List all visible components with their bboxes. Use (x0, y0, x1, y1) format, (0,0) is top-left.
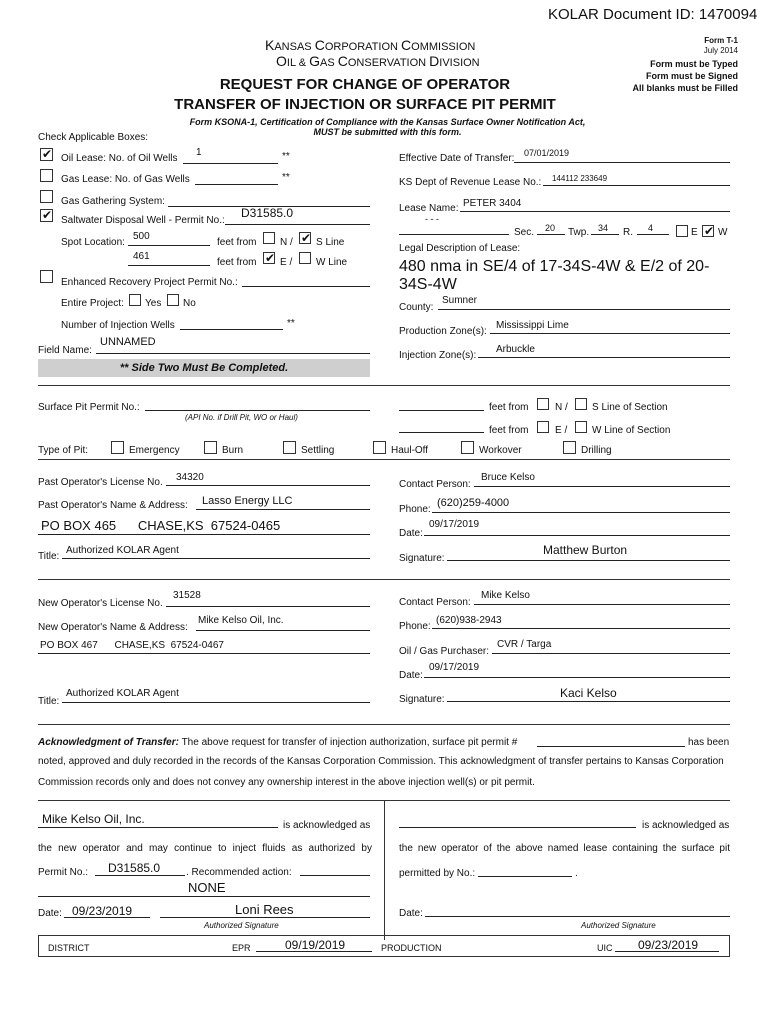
past-signature-value[interactable]: Matthew Burton (543, 543, 628, 557)
oil-wells-value[interactable]: 1 (196, 147, 202, 158)
swd-permit-line (225, 224, 370, 225)
pit-s-label: S Line of Section (592, 402, 668, 413)
inj-wells-label: Number of Injection Wells (61, 320, 175, 331)
past-date-value[interactable]: 09/17/2019 (429, 519, 480, 530)
subtitle-line1: Form KSONA-1, Certification of Compliance with the Kansas Surface Owner Notification Act, (189, 117, 586, 127)
past-signature-label: Signature: (399, 553, 445, 564)
new-name-value[interactable]: Mike Kelso Oil, Inc. (198, 615, 284, 626)
w-checkbox[interactable] (299, 252, 311, 264)
past-name-label: Past Operator's Name & Address: (38, 500, 188, 511)
oil-lease-label: Oil Lease: No. of Oil Wells (61, 153, 178, 164)
purchaser-value[interactable]: CVR / Targa (497, 639, 552, 650)
e-checkbox[interactable] (263, 252, 275, 264)
divider (38, 579, 730, 580)
inj-wells-line[interactable] (180, 329, 283, 330)
spot-ft2-value[interactable]: 461 (133, 251, 150, 262)
emergency-checkbox[interactable] (111, 441, 124, 454)
has-been-text: has been (688, 737, 730, 748)
gas-lease-checkbox[interactable] (40, 169, 53, 182)
pit-feet-from2: feet from (489, 425, 529, 436)
form-number: Form T-1 (704, 36, 738, 45)
ack-operator-name[interactable]: Mike Kelso Oil, Inc. (42, 812, 145, 826)
api-note: (API No. if Drill Pit, WO or Haul) (185, 413, 298, 422)
epr-date[interactable]: 09/19/2019 (285, 938, 346, 952)
ack-operator-line (38, 827, 278, 828)
sec-line (537, 234, 565, 235)
effective-date-label: Effective Date of Transfer: (399, 153, 515, 164)
spot-feet-from2: feet from (217, 257, 257, 268)
is-ack-left: is acknowledged as (283, 820, 371, 831)
field-name-label: Field Name: (38, 345, 92, 356)
lease-name-value[interactable]: PETER 3404 (463, 198, 522, 209)
yes-checkbox[interactable] (129, 294, 141, 306)
s-checkbox[interactable] (299, 232, 311, 244)
check-icon: ✔ (42, 147, 53, 161)
oil-wells-line (183, 163, 278, 164)
production-label: PRODUCTION (381, 943, 442, 953)
document-id: KOLAR Document ID: 1470094 (548, 6, 758, 23)
county-label: County: (399, 302, 434, 313)
ack-signature-line (160, 917, 370, 918)
effective-date-value[interactable]: 07/01/2019 (524, 148, 570, 158)
inj-stars: ** (287, 318, 295, 329)
ack-permit-line[interactable] (537, 746, 685, 747)
inj-zone-line (478, 357, 730, 358)
new-phone-line (432, 628, 730, 629)
s-line-label: S Line (316, 237, 345, 248)
new-contact-label: Contact Person: (399, 597, 471, 608)
permit-no-line (95, 875, 185, 876)
note-signed: Form must be Signed (645, 71, 738, 81)
agency-name: KANSAS CORPORATION COMMISSION (265, 37, 476, 53)
permitted-by-period: . (575, 868, 578, 879)
permitted-by-label: permitted by No.: (399, 868, 476, 879)
ack-line2: noted, approved and duly recorded in the records of the Kansas Corporation Commission. This acknowledgment of transfer pertains to Kansas Corporation (38, 756, 724, 767)
past-title-label: Title: (38, 551, 60, 562)
gas-gathering-label: Gas Gathering System: (61, 196, 165, 207)
pit-feet-from1: feet from (489, 402, 529, 413)
e-range-label: E (691, 227, 698, 238)
permit-no-label: Permit No.: (38, 867, 89, 878)
past-license-label: Past Operator's License No. (38, 477, 163, 488)
new-license-label: New Operator's License No. (38, 598, 163, 609)
pit-w-checkbox[interactable] (575, 421, 587, 433)
recommended-line (300, 875, 370, 876)
hauloff-label: Haul-Off (391, 445, 429, 456)
ack-right-name-line[interactable] (399, 827, 636, 828)
swd-label: Saltwater Disposal Well - Permit No.: (61, 215, 225, 226)
prod-zone-value[interactable]: Mississippi Lime (496, 320, 569, 331)
r-value[interactable]: 4 (648, 223, 654, 233)
gas-lease-label: Gas Lease: No. of Gas Wells (61, 174, 190, 185)
twp-line (591, 234, 619, 235)
yes-label: Yes (145, 298, 162, 309)
emergency-label: Emergency (129, 445, 180, 456)
eor-line[interactable] (242, 286, 370, 287)
past-address-line (38, 534, 370, 535)
new-signature-value[interactable]: Kaci Kelso (560, 686, 617, 700)
past-date-label: Date: (399, 528, 423, 539)
field-name-line (96, 353, 370, 354)
pit-ft2-line[interactable] (399, 432, 484, 433)
pit-type-label: Type of Pit: (38, 445, 89, 456)
new-phone-value[interactable]: (620)938-2943 (436, 615, 502, 626)
e-label: E / (280, 257, 293, 268)
effective-date-line (514, 162, 730, 163)
past-signature-line (447, 560, 730, 561)
prod-zone-label: Production Zone(s): (399, 326, 487, 337)
uic-date[interactable]: 09/23/2019 (638, 938, 699, 952)
past-contact-value[interactable]: Bruce Kelso (481, 472, 535, 483)
form-date: July 2014 (703, 46, 738, 55)
new-address-line (38, 653, 370, 654)
hauloff-checkbox[interactable] (373, 441, 386, 454)
county-line (438, 309, 730, 310)
recommended-label: . Recommended action: (186, 867, 292, 878)
new-date-value[interactable]: 09/17/2019 (429, 662, 480, 673)
spot-ft1-line (128, 245, 210, 246)
n-checkbox[interactable] (263, 232, 275, 244)
spot-feet-from1: feet from (217, 237, 257, 248)
legal-desc-value[interactable]: 480 nma in SE/4 of 17-34S-4W & E/2 of 20-34S-4W (399, 258, 710, 293)
burn-checkbox[interactable] (204, 441, 217, 454)
spot-ft1-value[interactable]: 500 (133, 231, 150, 242)
oil-stars: ** (282, 151, 290, 162)
ack-text1: The above request for transfer of injection authorization, surface pit permit # (181, 737, 518, 748)
pit-ft1-line[interactable] (399, 410, 484, 411)
new-contact-line (474, 604, 730, 605)
new-contact-value[interactable]: Mike Kelso (481, 590, 530, 601)
past-name-value[interactable]: Lasso Energy LLC (202, 495, 293, 507)
check-icon: ✔ (301, 231, 312, 245)
field-name-value[interactable]: UNNAMED (100, 336, 156, 348)
gas-wells-line[interactable] (195, 184, 278, 185)
e-range-checkbox[interactable] (676, 225, 688, 237)
r-line (637, 234, 669, 235)
new-name-line (196, 630, 370, 631)
check-icon: ✔ (704, 224, 715, 238)
past-phone-value[interactable]: (620)259-4000 (437, 497, 510, 509)
ksdor-label: KS Dept of Revenue Lease No.: (399, 177, 542, 188)
settling-checkbox[interactable] (283, 441, 296, 454)
workover-checkbox[interactable] (461, 441, 474, 454)
swd-permit-value[interactable]: D31585.0 (241, 206, 294, 220)
past-license-line (166, 485, 370, 486)
auth-sig-right: Authorized Signature (581, 921, 656, 930)
title-line2: TRANSFER OF INJECTION OR SURFACE PIT PERMIT (174, 96, 556, 113)
county-value[interactable]: Sumner (442, 295, 478, 306)
prod-zone-line (490, 333, 730, 334)
ack-line3: Commission records only and does not convey any ownership interest in the above injection well(s) or pit permit. (38, 777, 535, 788)
new-name-label: New Operator's Name & Address: (38, 622, 188, 633)
past-address-value[interactable]: PO BOX 465 CHASE,KS 67524-0465 (41, 518, 281, 533)
past-phone-line (432, 512, 730, 513)
pit-w-label: W Line of Section (592, 425, 671, 436)
division-name: OIL & GAS CONSERVATION DIVISION (276, 53, 480, 69)
purchaser-label: Oil / Gas Purchaser: (399, 646, 490, 657)
pit-e-label: E / (555, 425, 568, 436)
lease-name-line (460, 211, 730, 212)
sec-label: Sec. (514, 227, 535, 238)
past-license-value[interactable]: 34320 (176, 472, 204, 483)
r-label: R. (623, 227, 633, 238)
lease-name-label: Lease Name: (399, 203, 459, 214)
check-icon: ✔ (265, 251, 276, 265)
note-filled: All blanks must be Filled (632, 83, 738, 93)
ksdor-line (543, 185, 730, 186)
oil-lease-checkbox[interactable] (40, 148, 53, 161)
pit-permit-label: Surface Pit Permit No.: (38, 402, 140, 413)
gas-stars: ** (282, 172, 290, 183)
check-boxes-label: Check Applicable Boxes: (38, 132, 149, 143)
spot-location-label: Spot Location: (61, 237, 125, 248)
qtr-line[interactable] (399, 234, 509, 235)
gas-gathering-checkbox[interactable] (40, 190, 53, 203)
pit-n-checkbox[interactable] (537, 398, 549, 410)
w-range-checkbox[interactable] (702, 225, 714, 237)
ack-date-value[interactable]: 09/23/2019 (72, 904, 133, 918)
ack-right-text: the new operator of the above named lease containing the surface pit (399, 843, 730, 854)
twp-label: Twp. (568, 227, 590, 238)
new-title-line (62, 702, 370, 703)
action-line (38, 896, 370, 897)
auth-sig-left: Authorized Signature (204, 921, 279, 930)
divider (38, 459, 730, 460)
qtr-dashes: - - - (425, 214, 439, 224)
workover-label: Workover (479, 445, 522, 456)
no-label: No (183, 298, 196, 309)
legal-desc-label: Legal Description of Lease: (399, 243, 521, 254)
recommended-action[interactable]: NONE (188, 880, 226, 895)
uic-label: UIC (597, 943, 613, 953)
n-label: N / (280, 237, 293, 248)
permit-no-value[interactable]: D31585.0 (108, 861, 161, 875)
w-range-label: W (718, 227, 728, 238)
note-typed: Form must be Typed (650, 59, 738, 69)
divider (38, 385, 730, 386)
entire-project-label: Entire Project: (61, 298, 124, 309)
eor-checkbox[interactable] (40, 270, 53, 283)
past-phone-label: Phone: (399, 504, 431, 515)
new-title-label: Title: (38, 696, 60, 707)
new-signature-line (447, 701, 730, 702)
right-date-label: Date: (399, 908, 423, 919)
ack-heading: Acknowledgment of Transfer: (38, 737, 179, 748)
past-title-line (62, 558, 370, 559)
new-address-value[interactable]: PO BOX 467 CHASE,KS 67524-0467 (40, 640, 224, 651)
spot-ft2-line (128, 265, 210, 266)
past-date-line (424, 535, 730, 536)
divider (38, 724, 730, 725)
pit-s-checkbox[interactable] (575, 398, 587, 410)
pit-n-label: N / (555, 402, 568, 413)
no-checkbox[interactable] (167, 294, 179, 306)
swd-checkbox[interactable] (40, 209, 53, 222)
eor-label: Enhanced Recovery Project Permit No.: (61, 277, 238, 288)
new-date-line (424, 677, 730, 678)
new-date-label: Date: (399, 670, 423, 681)
sec-value[interactable]: 20 (545, 223, 556, 233)
is-ack-right: is acknowledged as (642, 820, 730, 831)
new-phone-label: Phone: (399, 621, 431, 632)
side-two-banner: ** Side Two Must Be Completed. (38, 359, 370, 377)
past-contact-label: Contact Person: (399, 479, 471, 490)
drilling-checkbox[interactable] (563, 441, 576, 454)
subtitle-line2: MUST be submitted with this form. (313, 127, 462, 137)
ack-date-label: Date: (38, 908, 62, 919)
ack-left-text: the new operator and may continue to inject fluids as authorized by (38, 843, 372, 854)
new-license-value[interactable]: 31528 (173, 590, 201, 601)
inj-zone-value[interactable]: Arbuckle (496, 344, 535, 355)
ack-line1 (38, 737, 517, 748)
new-license-line (166, 606, 370, 607)
epr-label: EPR (232, 943, 251, 953)
title-line1: REQUEST FOR CHANGE OF OPERATOR (219, 76, 511, 93)
new-signature-label: Signature: (399, 694, 445, 705)
purchaser-line (492, 653, 730, 654)
permitted-by-line[interactable] (478, 876, 572, 877)
w-line-label: W Line (316, 257, 348, 268)
pit-permit-line[interactable] (145, 410, 370, 411)
check-icon: ✔ (42, 208, 53, 222)
ksdor-value[interactable]: 144112 233649 (552, 174, 608, 183)
twp-value[interactable]: 34 (598, 223, 609, 233)
burn-label: Burn (222, 445, 244, 456)
right-date-line[interactable] (425, 916, 730, 917)
pit-e-checkbox[interactable] (537, 421, 549, 433)
vertical-divider (384, 800, 385, 940)
district-label: DISTRICT (48, 943, 90, 953)
past-contact-line (474, 486, 730, 487)
ack-signature-value[interactable]: Loni Rees (235, 902, 294, 917)
past-name-line (196, 509, 370, 510)
drilling-label: Drilling (581, 445, 612, 456)
new-title-value[interactable]: Authorized KOLAR Agent (66, 688, 179, 699)
past-title-value[interactable]: Authorized KOLAR Agent (66, 545, 179, 556)
inj-zone-label: Injection Zone(s): (399, 350, 477, 361)
settling-label: Settling (301, 445, 335, 456)
